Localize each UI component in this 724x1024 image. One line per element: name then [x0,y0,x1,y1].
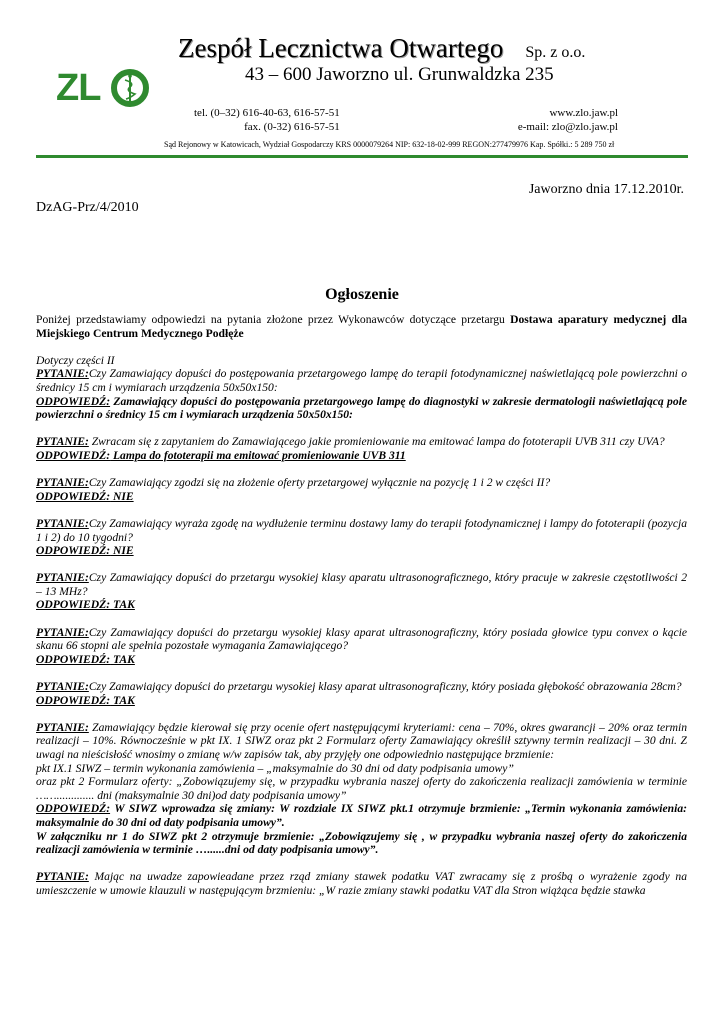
question-7 [36,680,687,694]
answer-text: NIE [110,489,134,503]
answer-text: NIE [110,544,134,558]
answer-8-continued: W załączniku nr 1 do SIWZ pkt 2 otrzymuje brzmienie: „Zobowiązujemy się , w przypadku wybrania naszej oferty do zakończenia realizacji zamówienia w terminie …......dni od daty podpisania umowy”. [36,829,687,857]
company-logo [56,66,146,110]
answer-text: TAK [110,598,135,612]
document-date: Jaworzno dnia 17.12.2010r. [528,182,684,197]
question-2 [36,435,687,449]
answer-label: ODPOWIEDŹ: [36,598,111,612]
question-9 [36,870,687,897]
answer-label: ODPOWIEDŹ: [36,489,111,503]
answer-label: ODPOWIEDŹ: [36,448,111,462]
question-5 [36,571,687,598]
company-suffix: Sp. z o.o. [525,44,586,61]
question-label: PYTANIE: [36,720,89,734]
question-label: PYTANIE: [36,571,89,585]
answer-text: Lampa do fototerapii ma emitować promieniowanie UVB 311 [110,448,406,462]
tender-title: Dostawa aparatury medycznej dla Miejskiego Centrum Medycznego Podłęże [36,313,688,340]
document-reference: DzAG-Prz/4/2010 [36,200,139,215]
answer-text: W SIWZ wprowadza się zmiany: W rozdziale IX SIWZ pkt.1 otrzymuje brzmienie: „Termin wykonania zamówienia: maksymalnie do 30 dni od daty podpisania umowy”. [36,802,687,829]
question-label: PYTANIE: [36,680,89,694]
question-text: Czy Zamawiający dopuści do przetargu wysokiej klasy aparat ultrasonograficzny, który posiada głębokość obrazowania 28cm? [88,680,682,694]
answer-label: ODPOWIEDŹ: [36,394,111,408]
question-label: PYTANIE: [36,516,89,530]
question-label: PYTANIE: [36,870,89,884]
answer-label: ODPOWIEDŹ: [36,802,111,816]
phone-number: tel. (0–32) 616-40-63, 616-57-51 [194,107,340,119]
question-text: Mając na uwadze zapowieadane przez rząd zmiany stawek podatku VAT zwracamy się z prośbą o wyrażenie zgody na umieszczenie w umowie klauzuli w następującym brzmieniu: „W razie zmiany stawki podatku VAT dla Stron wiążąca będzie stawka [36,870,687,897]
answer-text: TAK [110,693,135,707]
answer-label: ODPOWIEDŹ: [36,693,111,707]
contact-web [518,106,618,134]
question-text: Zwracam się z zapytaniem do Zamawiającego jakie promieniowanie ma emitować lampa do fototerapii UVB 311 czy UVA? [88,435,665,449]
answer-8 [36,802,687,829]
intro-paragraph [36,313,687,340]
question-label: PYTANIE: [36,625,89,639]
question-text: Czy Zamawiający zgodzi się na złożenie oferty przetargowej wyłącznie na pozycję 1 i 2 w części II? [88,476,551,490]
logo-text: ZL [56,67,101,109]
answer-3 [36,490,687,504]
question-text: Czy Zamawiający dopuści do przetargu wysokiej klasy aparatu ultrasonograficznego, który pracuje w zakresie częstotliwości 2 – 13 MHz? [36,571,687,598]
question-text: Czy Zamawiający wyraża zgodę na wydłużenie terminu dostawy lamy do terapii fotodynamicznej i lampy do fototerapii (pozycja 1 i 2) do 10 tygodni? [36,516,687,544]
answer-5 [36,598,687,612]
website-link[interactable]: www.zlo.jaw.pl [549,107,618,119]
intro-text: Poniżej przedstawiamy odpowiedzi na pytania złożone przez Wykonawców dotyczące przetargu [36,313,511,326]
contact-phones [194,106,340,134]
question-text: Zamawiający będzie kierował się przy ocenie ofert następującymi kryteriami: cena – 70%, okres gwarancji – 20% oraz termin realizacji – 10%. Równocześnie w pkt IX. 1 SIWZ oraz pkt 2 Formularz oferty Zamawiający określił sztywny termin realizacji – 30 dni. Z uwagi na nieścisłość wnosimy o zmianę w/w zapisów tak, aby przyjęły one odpowiednio następujące brzmienie: [36,720,687,761]
question-label: PYTANIE: [36,367,89,381]
question-text: Czy Zamawiający dopuści do postępowania przetargowego lampę do terapii fotodynamicznej naświetlającą pole powierzchni o średnicy 15 cm i wymiarach urządzenia 50x50x150: [36,367,687,394]
answer-text: Zamawiający dopuści do postępowania przetargowego lampę do diagnostyki w zakresie dermatologii naświetlającą pole powierzchni o średnicy 15 cm i wymiarach urządzenia 50x50x150: [36,394,687,422]
answer-label: ODPOWIEDŹ: [36,652,111,666]
question-6 [36,626,687,653]
question-4 [36,517,687,544]
answer-label: ODPOWIEDŹ: [36,544,111,558]
part-label: Dotyczy części II [36,353,115,367]
answer-4 [36,544,687,558]
answer-text: TAK [110,652,135,666]
question-text: Czy Zamawiający dopuści do przetargu wysokiej klasy aparat ultrasonograficzny, który posiada głowice typu convex o kącie skanu 66 stopni ale spełnia pozostałe wymagania Zamawiającego? [36,625,687,653]
answer-6 [36,653,687,667]
document-body [36,313,687,898]
question-8 [36,721,687,762]
question-8-line-2: pkt IX.1 SIWZ – termin wykonania zamówienia – „maksymalnie do 30 dni od daty podpisania umowy” [36,761,514,775]
question-label: PYTANIE: [36,476,89,490]
fax-number: fax. (0-32) 616-57-51 [244,121,340,133]
page-title: Ogłoszenie [325,286,399,303]
question-1 [36,367,687,394]
company-address: 43 – 600 Jaworzno ul. Grunwaldzka 235 [245,64,554,85]
question-8-line-3: oraz pkt 2 Formularz oferty: „Zobowiązujemy się, w przypadku wybrania naszej oferty do zakończenia realizacji zamówienia w terminie ……............. dni (maksymalnie 30 dni)od daty podpisania umowy” [36,775,687,802]
header-divider [36,155,688,158]
answer-1 [36,395,687,422]
email-link[interactable]: e-mail: zlo@zlo.jaw.pl [517,121,618,133]
answer-2 [36,449,687,463]
question-3 [36,476,687,490]
answer-7 [36,694,687,708]
registry-info: Sąd Rejonowy w Katowicach, Wydział Gospodarczy KRS 0000079264 NIP: 632-18-02-999 REGON:277479976 Kap. Spółki.: 5 289 750 zł [164,140,615,149]
company-name-text: Zespół Lecznictwa Otwartego [178,33,504,63]
caduceus-logo-icon [110,68,150,108]
question-label: PYTANIE: [36,435,89,449]
